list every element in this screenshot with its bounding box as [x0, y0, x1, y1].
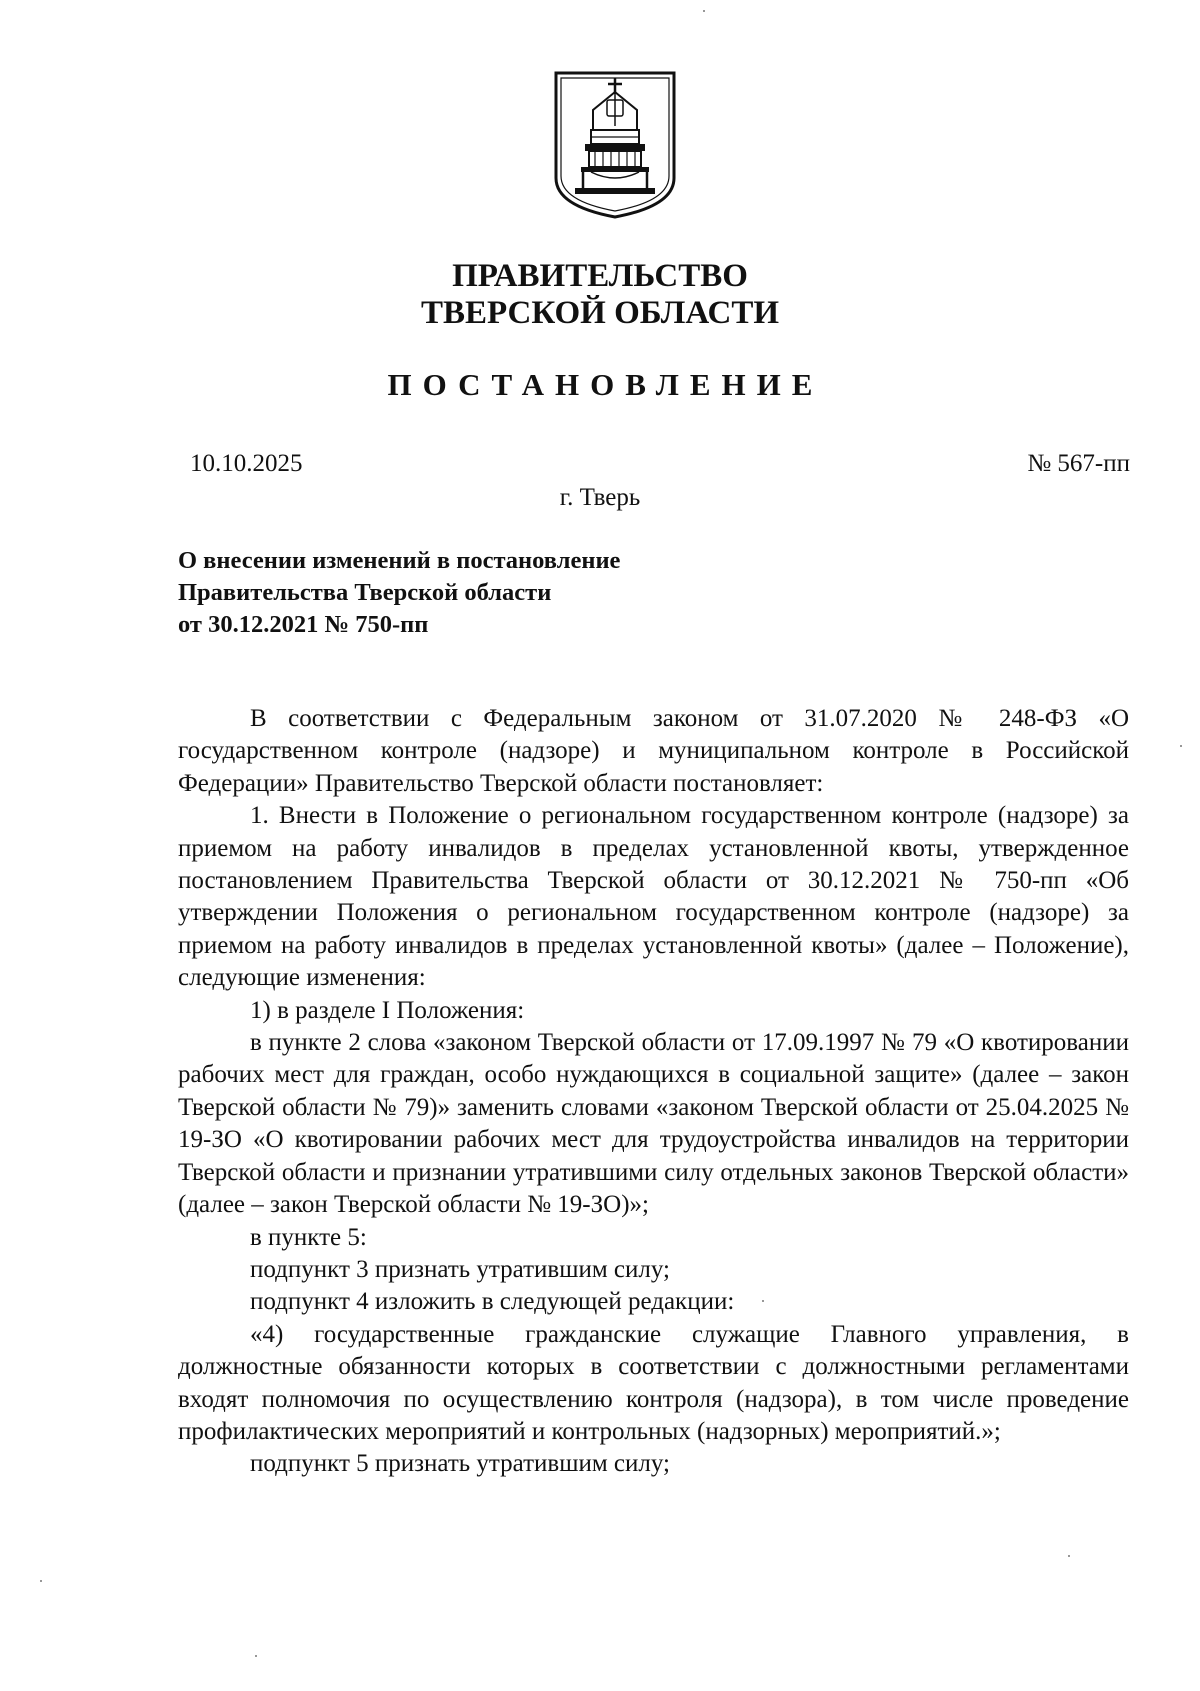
scan-speck [1068, 1555, 1070, 1557]
scan-speck [255, 1655, 257, 1657]
document-body [178, 703, 1129, 1481]
tver-coat-of-arms-emblem [553, 70, 677, 220]
government-name-line-1: ПРАВИТЕЛЬСТВО [452, 258, 748, 294]
scan-speck [762, 1300, 764, 1302]
scan-speck [40, 1580, 42, 1582]
body-paragraph-subpoint-4: подпункт 4 изложить в следующей редакции: [250, 1288, 735, 1316]
subject-line-1: О внесении изменений в постановление [178, 547, 621, 574]
body-paragraph-point-5: в пункте 5: [250, 1223, 367, 1251]
body-paragraph-subpoint-5: подпункт 5 признать утратившим силу; [250, 1450, 670, 1478]
document-type-heading: ПОСТАНОВЛЕНИЕ [387, 367, 824, 402]
body-paragraph-subitem-1: 1) в разделе I Положения: [250, 996, 525, 1024]
scan-speck [1180, 745, 1182, 747]
body-paragraph-item-1: 1. Внести в Положение о региональном государственном контроле (надзоре) за приемом на работу инвалидов в пределах установленной квоты, утвержденное постановлением Правительства Тверской области от 30.12.2021 № 750-пп «Об утверждении Положения о региональном государственном контроле (надзоре) за приемом на работу инвалидов в пределах установленной квоты» (далее – Положение), следующие изменения: [178, 802, 1129, 992]
government-name-line-2: ТВЕРСКОЙ ОБЛАСТИ [420, 295, 780, 331]
body-paragraph-subpoint-4-text: «4) государственные гражданские служащие Главного управления, в должностные обязанности которых в соответствии с должностными регламентами входят полномочия по осуществлению контроля (надзора), в том числе проведение профилактических мероприятий и контрольных (надзорных) мероприятий.»; [178, 1320, 1129, 1445]
document-number: № 567-пп [1027, 450, 1130, 477]
document-city: г. Тверь [559, 484, 641, 511]
body-paragraph-subpoint-3: подпункт 3 признать утратившим силу; [250, 1255, 670, 1283]
document-date: 10.10.2025 [190, 450, 303, 477]
subject-line-2: Правительства Тверской области [178, 579, 552, 606]
scan-speck [703, 10, 705, 12]
body-paragraph-point-2: в пункте 2 слова «законом Тверской области от 17.09.1997 № 79 «О квотировании рабочих мест для граждан, особо нуждающихся в социальной защите» (далее – закон Тверской области № 79)» заменить словами «законом Тверской области от 25.04.2025 № 19-ЗО «О квотировании рабочих мест для трудоустройства инвалидов на территории Тверской области и признании утратившими силу отдельных законов Тверской области» (далее – закон Тверской области № 19-ЗО)»; [178, 1029, 1129, 1219]
document-subject [178, 545, 620, 641]
body-paragraph-preamble: В соответствии с Федеральным законом от 31.07.2020 № 248-ФЗ «О государственном контроле (надзоре) и муниципальном контроле в Российской Федерации» Правительство Тверской области постановляет: [178, 705, 1129, 797]
subject-line-3: от 30.12.2021 № 750-пп [178, 611, 429, 638]
